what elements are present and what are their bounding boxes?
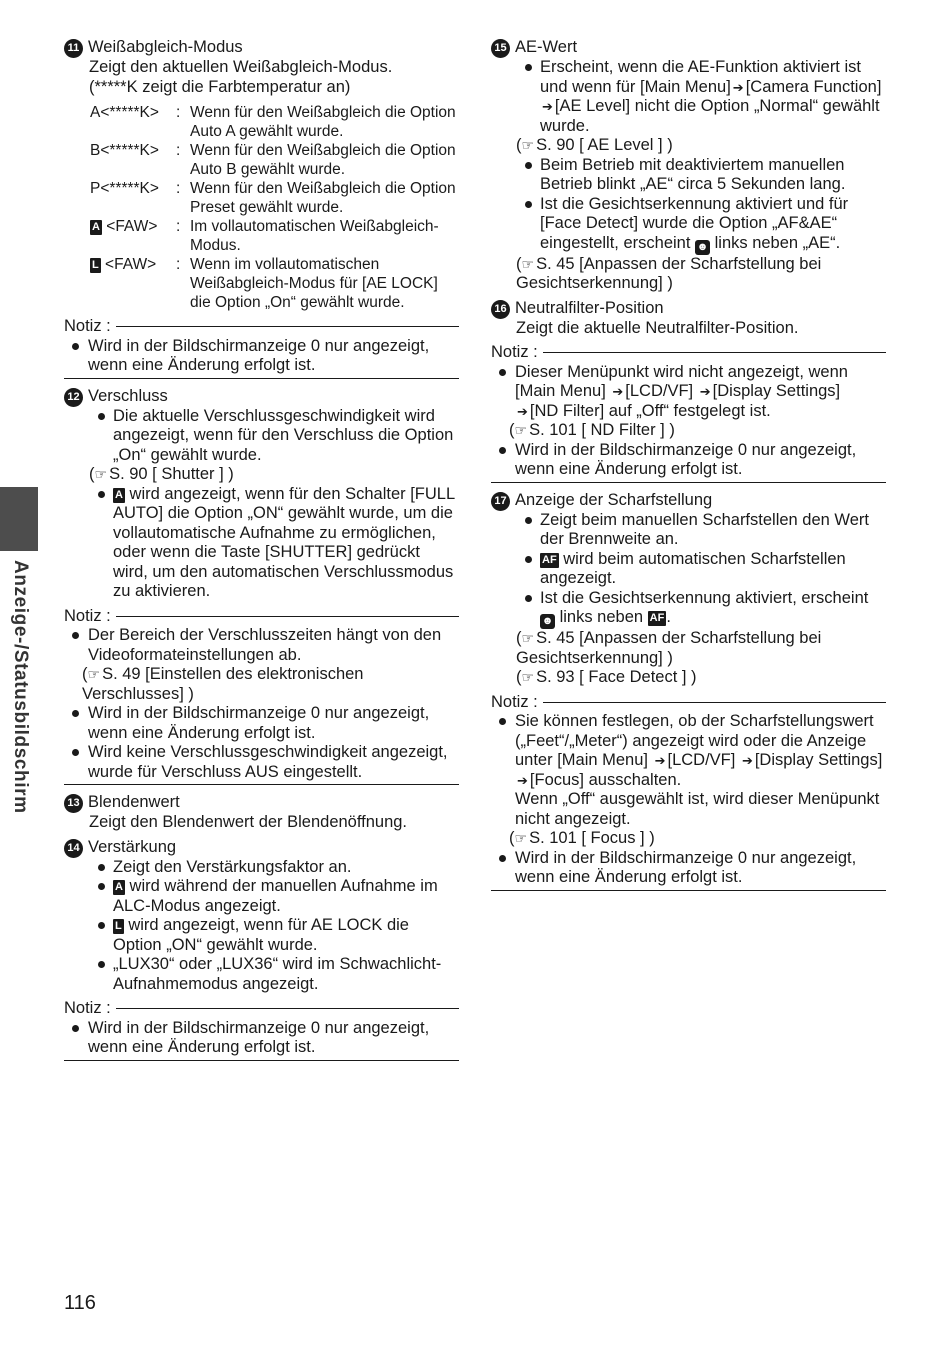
auto-a-icon: A bbox=[115, 881, 123, 893]
notiz-label: Notiz : bbox=[491, 692, 538, 711]
bullet-item: Die aktuelle Verschlussgeschwindigkeit wird angezeigt, wenn für den Verschluss die Option „On“ gewählt wurde. bbox=[64, 407, 459, 466]
notiz-item: Der Bereich der Verschlusszeiten hängt von den Videoformateinstellungen ab. bbox=[64, 626, 459, 665]
bullet-item: Zeigt beim manuellen Scharfstellen den Wert der Brennweite an. bbox=[491, 511, 886, 550]
notiz-item: Wird in der Bildschirmanzeige 0 nur angezeigt, wenn eine Änderung erfolgt ist. bbox=[64, 1019, 459, 1058]
section-14 bbox=[64, 838, 459, 1061]
notiz-header bbox=[491, 693, 886, 713]
pointing-hand-icon: ☞ bbox=[521, 137, 535, 153]
right-column bbox=[491, 38, 886, 899]
arrow-right-icon: ➔ bbox=[741, 753, 753, 768]
wb-key: B<*****K> bbox=[90, 142, 159, 159]
wb-key: P<*****K> bbox=[90, 180, 159, 197]
wb-key: A<*****K> bbox=[90, 104, 159, 121]
notiz-list bbox=[491, 712, 886, 829]
number-13-icon: 13 bbox=[64, 794, 83, 813]
pointing-hand-icon: ☞ bbox=[514, 422, 528, 438]
section-13-title: Blendenwert bbox=[88, 793, 180, 811]
section-11 bbox=[64, 38, 459, 379]
wb-separator: : bbox=[176, 256, 181, 273]
wb-description: Wenn für den Weißabgleich die Option Auto B gewählt wurde. bbox=[190, 142, 456, 178]
autofocus-icon: AF bbox=[542, 553, 557, 566]
bullet-item: Erscheint, wenn die AE-Funktion aktiviert ist und wenn für [Main Menu] ➔ [Camera Function] ➔ [AE Level] nicht die Option „Normal“ gewählt wurde. bbox=[491, 58, 886, 136]
notiz-item: Wird in der Bildschirmanzeige 0 nur angezeigt, wenn eine Änderung erfolgt ist. bbox=[64, 704, 459, 743]
page-reference: (☞ S. 101 [ ND Filter ] ) bbox=[509, 421, 675, 439]
notiz-item: Sie können festlegen, ob der Scharfstellungswert („Feet“/„Meter“) angezeigt wird oder die Anzeige unter [Main Menu] ➔ [LCD/VF] ➔ [Display Settings] ➔ [Focus] ausschalten. Wenn „Off“ ausgewählt ist, wird dieser Menüpunkt nicht angezeigt. bbox=[491, 712, 886, 829]
section-17-title: Anzeige der Scharfstellung bbox=[515, 490, 713, 509]
auto-a-icon: A bbox=[115, 488, 123, 501]
section-divider bbox=[64, 378, 459, 379]
wb-separator: : bbox=[176, 180, 181, 197]
arrow-right-icon: ➔ bbox=[517, 403, 528, 419]
page-reference: (☞ S. 93 [ Face Detect ] ) bbox=[516, 668, 697, 686]
section-12 bbox=[64, 387, 459, 786]
wb-row bbox=[90, 217, 459, 255]
notiz-item: Wird in der Bildschirmanzeige 0 nur angezeigt, wenn eine Änderung erfolgt ist. bbox=[491, 441, 886, 480]
number-16-icon: 16 bbox=[491, 300, 510, 319]
wb-description: Wenn im vollautomatischen Weißabgleich-Modus für [AE LOCK] die Option „On“ gewählt wurde. bbox=[190, 256, 438, 311]
section-divider bbox=[491, 890, 886, 891]
wb-description: Wenn für den Weißabgleich die Option Auto A gewählt wurde. bbox=[190, 104, 456, 140]
bullet-item: „LUX30“ oder „LUX36“ wird im Schwachlicht-Aufnahmemodus angezeigt. bbox=[64, 955, 459, 994]
pointing-hand-icon: ☞ bbox=[87, 666, 101, 682]
page-reference: (☞ S. 101 [ Focus ] ) bbox=[509, 829, 655, 847]
wb-description: Wenn für den Weißabgleich die Option Preset gewählt wurde. bbox=[190, 180, 456, 216]
arrow-right-icon: ➔ bbox=[542, 99, 553, 114]
notiz-rule bbox=[543, 702, 886, 703]
autofocus-icon: AF bbox=[649, 612, 665, 624]
notiz-list bbox=[491, 363, 886, 422]
wb-row bbox=[90, 141, 459, 179]
page-reference: (☞ S. 90 [ Shutter ] ) bbox=[89, 465, 234, 483]
bullet-item: Ist die Gesichtserkennung aktiviert und für [Face Detect] wurde die Option „AF&AE“ eingestellt, erscheint ☻ links neben „AE“. bbox=[491, 195, 886, 255]
pointing-hand-icon: ☞ bbox=[94, 466, 108, 482]
section-16-text: Zeigt die aktuelle Neutralfilter-Position. bbox=[516, 318, 799, 337]
section-17 bbox=[491, 491, 886, 891]
wb-separator: : bbox=[176, 104, 181, 121]
wb-row bbox=[90, 103, 459, 141]
bullet-item: Zeigt den Verstärkungsfaktor an. bbox=[64, 858, 459, 878]
section-divider bbox=[64, 1060, 459, 1061]
page-reference: (☞ S. 45 [Anpassen der Scharfstellung bei Gesichtserkennung] ) bbox=[516, 629, 822, 667]
number-14-icon: 14 bbox=[64, 839, 83, 858]
notiz-item: Dieser Menüpunkt wird nicht angezeigt, wenn [Main Menu] ➔ [LCD/VF] ➔ [Display Settings] ➔ [ND Filter] auf „Off“ festgelegt ist. bbox=[491, 363, 886, 422]
wb-row bbox=[90, 255, 459, 312]
section-divider bbox=[491, 482, 886, 483]
bullet-item: AF wird beim automatischen Scharfstellen angezeigt. bbox=[491, 550, 886, 589]
face-detect-icon: ☻ bbox=[696, 240, 709, 253]
notiz-rule bbox=[543, 352, 886, 353]
bullet-item: A wird während der manuellen Aufnahme im ALC-Modus angezeigt. bbox=[64, 877, 459, 916]
bullet-item: Beim Betrieb mit deaktiviertem manuellen Betrieb blinkt „AE“ circa 5 Sekunden lang. bbox=[491, 156, 886, 195]
side-chapter-label: Anzeige-/Statusbildschirm bbox=[10, 560, 31, 814]
arrow-right-icon: ➔ bbox=[612, 384, 624, 399]
section-13-text: Zeigt den Blendenwert der Blendenöffnung. bbox=[89, 813, 408, 831]
number-12-icon: 12 bbox=[64, 388, 83, 407]
wb-key: <FAW> bbox=[106, 218, 158, 235]
number-17-icon: 17 bbox=[491, 492, 510, 511]
notiz-rule bbox=[116, 326, 459, 327]
notiz-header bbox=[491, 343, 886, 363]
face-detect-icon: ☻ bbox=[541, 615, 554, 627]
lock-icon: L bbox=[115, 920, 122, 932]
pointing-hand-icon: ☞ bbox=[521, 255, 535, 272]
notiz-label: Notiz : bbox=[64, 999, 111, 1017]
arrow-right-icon: ➔ bbox=[732, 79, 744, 95]
wb-separator: : bbox=[176, 218, 181, 235]
page-reference: (☞ S. 45 [Anpassen der Scharfstellung bei Gesichtserkennung] ) bbox=[516, 254, 822, 292]
notiz-header bbox=[64, 999, 459, 1019]
section-16-title: Neutralfilter-Position bbox=[515, 298, 664, 317]
pointing-hand-icon: ☞ bbox=[514, 830, 528, 846]
section-16 bbox=[491, 299, 886, 483]
notiz-item: Wird in der Bildschirmanzeige 0 nur angezeigt, wenn eine Änderung erfolgt ist. bbox=[64, 337, 459, 376]
auto-a-icon: A bbox=[92, 221, 100, 233]
section-11-intro-note: (*****K zeigt die Farbtemperatur an) bbox=[89, 77, 351, 96]
white-balance-table bbox=[90, 103, 459, 312]
section-15-title: AE-Wert bbox=[515, 38, 578, 56]
section-tab-marker bbox=[0, 487, 38, 551]
wb-key: <FAW> bbox=[105, 256, 157, 273]
bullet-item: A wird angezeigt, wenn für den Schalter [FULL AUTO] die Option „ON“ gewählt wurde, um die vollautomatische Aufnahme zu ermöglichen, oder wenn die Taste [SHUTTER] gedrückt wird, um den automatischen Verschlussmodus zu aktivieren. bbox=[64, 485, 459, 602]
notiz-label: Notiz : bbox=[64, 606, 111, 625]
page-reference: (☞ S. 49 [Einstellen des elektronischen Verschlusses] ) bbox=[82, 665, 364, 703]
notiz-item: Wird keine Verschlussgeschwindigkeit angezeigt, wurde für Verschluss AUS eingestellt. bbox=[64, 743, 459, 782]
wb-row bbox=[90, 179, 459, 217]
section-12-title: Verschluss bbox=[88, 386, 168, 405]
wb-separator: : bbox=[176, 142, 181, 159]
arrow-right-icon: ➔ bbox=[699, 384, 711, 399]
left-column bbox=[64, 38, 459, 1069]
notiz-rule bbox=[116, 616, 459, 617]
notiz-header bbox=[64, 317, 459, 337]
notiz-label: Notiz : bbox=[64, 317, 111, 335]
notiz-list bbox=[64, 626, 459, 665]
section-13 bbox=[64, 793, 459, 833]
pointing-hand-icon: ☞ bbox=[521, 669, 535, 685]
notiz-rule bbox=[116, 1008, 459, 1009]
notiz-header bbox=[64, 607, 459, 627]
bullet-item: Ist die Gesichtserkennung aktiviert, erscheint ☻ links neben AF . bbox=[491, 589, 886, 630]
lock-icon: L bbox=[92, 259, 99, 271]
section-14-title: Verstärkung bbox=[88, 837, 177, 856]
wb-description: Im vollautomatischen Weißabgleich-Modus. bbox=[190, 218, 439, 254]
notiz-item: Wird in der Bildschirmanzeige 0 nur angezeigt, wenn eine Änderung erfolgt ist. bbox=[491, 849, 886, 888]
pointing-hand-icon: ☞ bbox=[521, 630, 535, 646]
section-divider bbox=[64, 784, 459, 785]
notiz-label: Notiz : bbox=[491, 343, 538, 361]
arrow-right-icon: ➔ bbox=[654, 753, 666, 768]
number-15-icon: 15 bbox=[491, 39, 510, 58]
section-11-title: Weißabgleich-Modus bbox=[88, 38, 243, 56]
bullet-item: L wird angezeigt, wenn für AE LOCK die Option „ON“ gewählt wurde. bbox=[64, 916, 459, 955]
number-11-icon: 11 bbox=[64, 39, 83, 58]
section-11-intro: Zeigt den aktuellen Weißabgleich-Modus. bbox=[89, 58, 393, 76]
arrow-right-icon: ➔ bbox=[517, 772, 528, 788]
notiz-list bbox=[64, 337, 459, 376]
notiz-list bbox=[64, 1019, 459, 1058]
section-15 bbox=[491, 38, 886, 294]
page-reference: (☞ S. 90 [ AE Level ] ) bbox=[516, 136, 673, 154]
page-number: 116 bbox=[64, 1292, 96, 1314]
